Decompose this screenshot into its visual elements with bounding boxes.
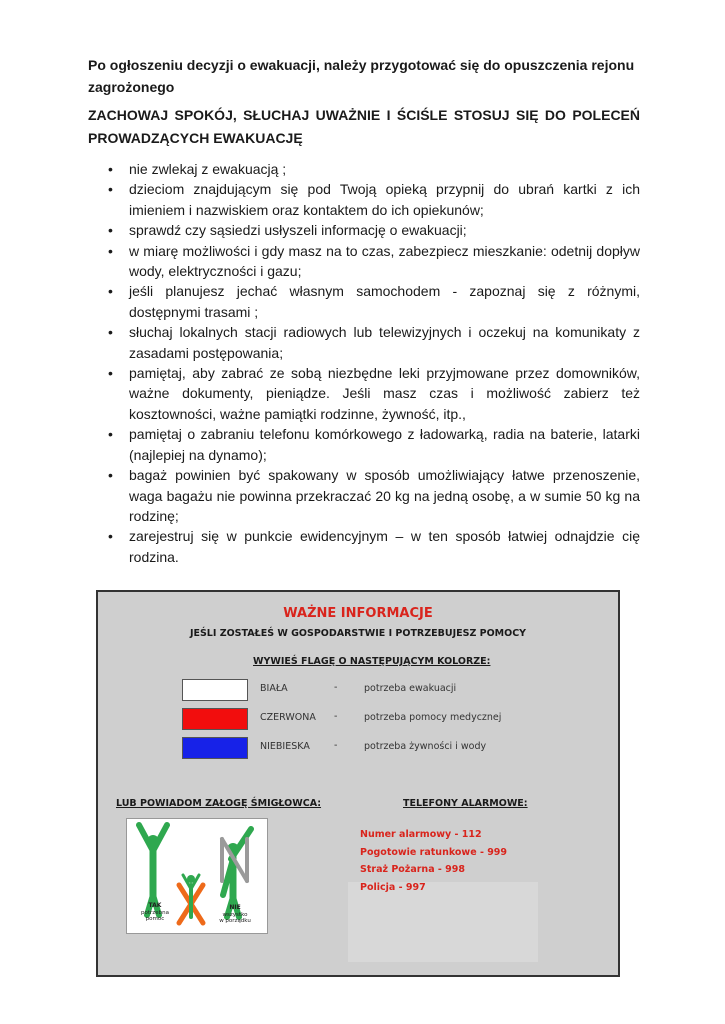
flag-row-red xyxy=(182,708,582,730)
helicopter-heading: LUB POWIADOM ZAŁOGĘ ŚMIGŁOWCA: xyxy=(116,798,322,809)
flag-dash: - xyxy=(334,740,338,751)
flag-dash: - xyxy=(334,711,338,722)
phone-item: Straż Pożarna - 998 xyxy=(360,864,465,875)
no-label: NIE wszystko w porządku xyxy=(219,904,251,924)
flag-meaning: potrzeba ewakuacji xyxy=(364,683,457,694)
phone-item: Numer alarmowy - 112 xyxy=(360,829,482,840)
list-item: • słuchaj lokalnych stacji radiowych lub telewizyjnych i oczekuj na komunikaty z zasadami postępowania; xyxy=(88,322,640,363)
list-item: • pamiętaj, aby zabrać ze sobą niezbędne leki przyjmowane przez domowników, ważne dokumenty, pieniądze. Jeśli masz czas i możliwość zabierz też kosztowności, ważne pamiątki rodzinne, żywność, itp., xyxy=(88,363,640,424)
flag-row-blue xyxy=(182,737,582,759)
flag-meaning: potrzeba pomocy medycznej xyxy=(364,712,502,723)
flag-swatch-white xyxy=(182,679,248,701)
yes-label: TAK potrzebna pomoc xyxy=(141,902,169,922)
phone-item: Policja - 997 xyxy=(360,881,426,893)
list-item: • sprawdź czy sąsiedzi usłyszeli informację o ewakuacji; xyxy=(88,220,640,240)
list-item: • dzieciom znajdującym się pod Twoją opieką przypnij do ubrań kartki z ich imieniem i nazwiskiem oraz kontaktem do ich opiekunów; xyxy=(88,179,640,220)
info-box-subtitle: JEŚLI ZOSTAŁEŚ W GOSPODARSTWIE I POTRZEBUJESZ POMOCY xyxy=(189,628,527,639)
emergency-phones-list xyxy=(360,826,507,896)
flag-swatch-red xyxy=(182,708,248,730)
phone-item: Pogotowie ratunkowe - 999 xyxy=(360,846,508,858)
cross-figure-icon xyxy=(179,875,203,923)
flag-name: NIEBIESKA xyxy=(260,741,310,752)
phones-heading: TELEFONY ALARMOWE: xyxy=(403,798,528,809)
list-item: • jeśli planujesz jechać własnym samochodem - zapoznaj się z różnymi, dostępnymi trasami ; xyxy=(88,281,640,322)
instruction-heading: ZACHOWAJ SPOKÓJ, SŁUCHAJ UWAŻNIE I ŚCIŚLE STOSUJ SIĘ DO POLECEŃ PROWADZĄCYCH EWAKUACJĘ xyxy=(88,107,640,146)
list-item: • w miarę możliwości i gdy masz na to czas, zabezpiecz mieszkanie: odetnij dopływ wody, elektryczności i gazu; xyxy=(88,241,640,282)
intro-heading: Po ogłoszeniu decyzji o ewakuacji, należy przygotować się do opuszczenia rejonu zagrożonego xyxy=(88,57,635,95)
flag-swatch-blue xyxy=(182,737,248,759)
important-info-box xyxy=(96,590,620,977)
list-item: • zarejestruj się w punkcie ewidencyjnym – w ten sposób łatwiej odnajdzie cię rodzina. xyxy=(88,526,640,567)
flag-name: CZERWONA xyxy=(260,712,316,723)
list-item: • pamiętaj o zabraniu telefonu komórkowego z ładowarką, radia na baterie, latarki (najlepiej na dynamo); xyxy=(88,424,640,465)
evacuation-checklist xyxy=(88,159,640,567)
list-item: • bagaż powinien być spakowany w sposób umożliwiający łatwe przenoszenie, waga bagażu nie powinna przekraczać 20 kg na jedną osobę, a w sumie 50 kg na rodzinę; xyxy=(88,465,640,526)
flag-meaning: potrzeba żywności i wody xyxy=(364,741,487,752)
list-item: • nie zwlekaj z ewakuacją ; xyxy=(88,159,640,179)
flag-name: BIAŁA xyxy=(260,683,288,694)
info-box-title: WAŻNE INFORMACJE xyxy=(283,606,433,621)
helicopter-signals-pictogram xyxy=(126,818,268,934)
flag-dash: - xyxy=(334,682,338,693)
flag-row-white xyxy=(182,679,582,701)
flag-heading: WYWIEŚ FLAGĘ O NASTĘPUJĄCYM KOLORZE: xyxy=(253,656,491,667)
